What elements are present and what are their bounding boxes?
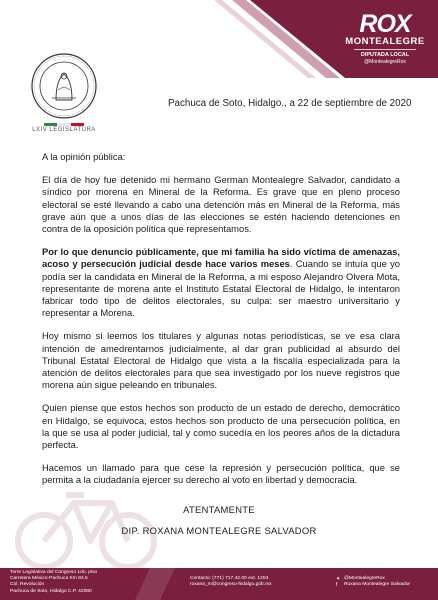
signature: DIP. ROXANA MONTEALEGRE SALVADOR <box>121 525 317 536</box>
closing: ATENTAMENTE <box>183 504 255 515</box>
twitter-icon: ✦ <box>336 576 341 582</box>
seal-emblem-icon <box>30 52 98 120</box>
facebook-link[interactable]: f Roxana Montealegre Salvador <box>336 582 411 589</box>
brand-divider <box>354 49 416 50</box>
footer <box>0 568 438 600</box>
brand-name: ROX <box>359 10 411 38</box>
footer-social <box>336 576 410 588</box>
salutation: A la opinión pública: <box>42 151 126 162</box>
letter-date: Pachuca de Soto, Hidalgo., a 22 de septiembre de 2020 <box>168 98 412 109</box>
paragraph-5: Hacemos un llamado para que cese la represión y persecución política, que se permita a la ciudadanía ejercer su derecho al voto en libertad y democracia. <box>42 462 400 486</box>
footer-email[interactable]: roxana_m@congreso-hidalgo.gob.mx <box>190 582 272 588</box>
footer-address: Torre Legislativa del Congreso 1do. piso Carretera México-Pachuca Km 84.5 Col. Revolución Pachuca de Soto, Hidalgo C.P. 42080 <box>10 570 98 594</box>
facebook-icon: f <box>336 582 338 589</box>
paragraph-2-emphasis: Por lo que denuncio públicamente, que mi familia ha sido víctima de amenazas, acoso y persecución judicial desde hace varios meses <box>42 246 400 270</box>
congress-seal <box>22 52 106 133</box>
paragraph-3: Hoy mismo si leemos los titulares y algunas notas periodísticas, se ve esa clara intención de amedrentarnos judicialmente, al dar gran publicidad al absurdo del Tribunal Estatal Electoral de Hidalgo que vista a la fiscalía especializada para la atención de delitos electorales para que sea investigado por los nueve registros que morena aún sigue peleando en tribunales. <box>42 330 400 391</box>
paragraph-2-text: . Cuando se intuía que yo podía ser la candidata en Mineral de la Reforma, a mi esposo Alejandro Olvera Mota, representante de morena ante el Instituto Estatal Electoral de Hidalgo, le intentaron fabricar todo tipo de delitos electorales, su culpa: ser maestro universitario y representar a Morena. <box>42 258 400 319</box>
brand-handle: @MontealegreRox <box>364 59 406 65</box>
brand-surname: MONTEALEGRE <box>345 36 425 47</box>
bicycle-watermark-icon <box>8 483 168 573</box>
brand-role: DIPUTADA LOCAL <box>360 52 410 58</box>
legislature-label: LXIV LEGISLATURA <box>32 127 96 133</box>
letter-body <box>42 151 400 498</box>
paragraph-2 <box>42 246 400 319</box>
seal-flag-stripe <box>44 123 84 126</box>
brand-logo <box>340 12 430 66</box>
paragraph-4: Quien piense que estos hechos son producto de un estado de derecho, democrático en Hidalgo, se equivoca, estos hechos son producto de una persecución política, en la que se usa al poder judicial, tal y como sucedía en los peores años de la dictadura perfecta. <box>42 402 400 451</box>
twitter-link[interactable]: ✦ @MontealegreRox <box>336 576 385 582</box>
footer-phone: Contacto: (771) 717.42.00 ext. 1253 <box>190 576 269 581</box>
footer-contact <box>190 576 272 588</box>
paragraph-1: El día de hoy fue detenido mi hermano German Montealegre Salvador, candidato a síndico por morena en Mineral de la Reforma. Es grave que en pleno proceso electoral se esté llevando a cabo una detención más en Mineral de la Reforma, más grave aún que a unos días de las elecciones se estén haciendo detenciones en contra de la oposición política que representamos. <box>42 174 400 235</box>
